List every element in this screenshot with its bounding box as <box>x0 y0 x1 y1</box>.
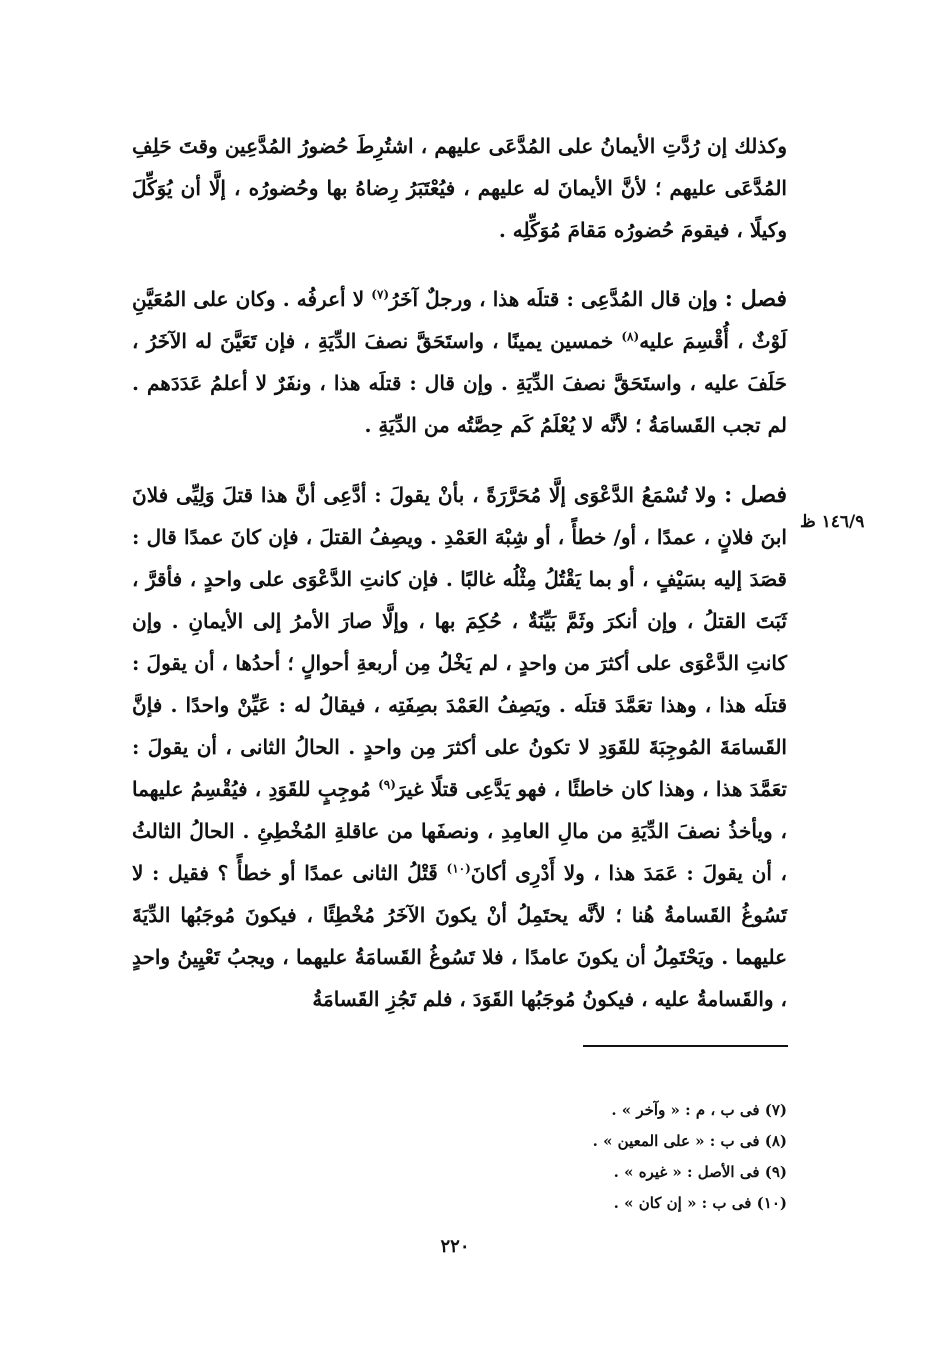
paragraph-3-text-part-3: قَتْلُ الثانى عمدًا أو خطأً ؟ فقيل : لا تَسُوغُ القَسامةُ هُنا ؛ لأنَّه يحتَمِلُ أنْ يكونَ الآخَرُ مُخْطِئًا ، فيكونَ مُوجَبُها الدِّيَةَ عليهما . ويَحْتَمِلُ أن يكونَ عامدًا ، فلا تَسُوغُ القَسامَةُ عليهما ، ويجبُ تَعْيِينُ واحدٍ ، والقَسامةُ عليه ، فيكونُ مُوجَبُها القَوَدَ ، فلم تَجُزِ القَسامَةُ <box>132 861 787 1011</box>
paragraph-2 <box>132 278 787 446</box>
manuscript-folio-note: ١٤٦/٩ ظ <box>800 512 865 532</box>
footnote-mark-10: (١٠) <box>446 861 471 876</box>
paragraph-3 <box>132 474 787 1020</box>
page-number: ٢٢٠ <box>440 1236 470 1257</box>
paragraph-1-text: وكذلك إن رُدَّتِ الأيمانُ على المُدَّعَى عليهم ، اشتُرِطَ حُضورُ المُدَّعِين وقتَ حَلِفِ المُدَّعَى عليهم ؛ لأنَّ الأيمانَ له عليهم ، فيُعْتَبَرُ رِضاهُ بها وحُضورُه ، إلَّا أن يُوَكِّلَ وكيلًا ، فيقومَ حُضورُه مَقامَ مُوَكِّلِه . <box>132 134 787 242</box>
footnote-mark-9: (٩) <box>378 777 396 792</box>
footnotes <box>457 1095 787 1219</box>
footnote-mark-8: (٨) <box>621 329 640 344</box>
paragraph-1 <box>132 125 787 251</box>
footnote-9: (٩) فى الأصل : « غيره » . <box>613 1163 787 1181</box>
paragraph-3-text-part-1: ولا تُسْمَعُ الدَّعْوَى إلَّا مُحَرَّرَةً ، بأنْ يقولَ : أدَّعِى أنَّ هذا قتلَ وَلِيِّى فلانَ ابنَ فلانٍ ، عمدًا ، أو/ خطأً ، أو شِبْهَ العَمْدِ . ويصِفُ القتلَ ، فإن كانَ عمدًا قال : قصَدَ إليه بسَيْفٍ ، أو بما يَقْتُلُ مِثْلُه غالبًا . فإن كانتِ الدَّعْوَى على واحدٍ ، فأقرَّ ، ثَبَتَ القتلُ ، وإن أنكرَ وثَمَّ بَيِّنَةٌ ، حُكِمَ بها ، وإلَّا صارَ الأمرُ إلى الأيمانِ . وإن كانتِ الدَّعْوَى على أكثرَ من واحدٍ ، لم يَخْلُ مِن أربعةِ أحوالٍ ؛ أحدُها ، أن يقولَ : قتلَه هذا ، وهذا تعَمَّدَ قتلَه . ويَصِفُ العَمْدَ بصِفَتِه ، فيقالُ له : عَيِّنْ واحدًا . فإنَّ القَسامَةَ المُوجِبَةَ للقَوَدِ لا تكونُ على أكثرَ مِن واحدٍ . الحالُ الثانى ، أن يقولَ : تعَمَّدَ هذا ، وهذا كان خاطئًا ، فهو يَدَّعِى قتلًا غيرَ <box>132 483 787 801</box>
paragraph-2-text-part-2: لا أعرفُه . وكان على المُعَيَّنِ لَوْثٌ ، أُقْسِمَ عليه <box>132 287 787 353</box>
footnote-10: (١٠) فى ب : « إن كان » . <box>613 1194 787 1212</box>
footnote-8: (٨) فى ب : « على المعين » . <box>592 1132 787 1150</box>
paragraph-2-text-part-3: خمسين يمينًا ، واستَحَقَّ نصفَ الدِّيَةِ ، فإن تَعَيَّنَ له الآخَرُ ، حَلَفَ عليه ، واستَحَقَّ نصفَ الدِّيَةِ . وإن قال : قتلَه هذا ، ونفَرٌ لا أعلمُ عَدَدَهم . لم تجب القَسامَةُ ؛ لأنَّه لا يُعْلَمُ كَم حِصَّتُه من الدِّيَةِ . <box>132 329 787 437</box>
paragraph-2-text-part-1: وإن قال المُدَّعِى : قتلَه هذا ، ورجلٌ آخَرُ <box>389 287 718 311</box>
footnote-7: (٧) فى ب ، م : « وآخر » . <box>611 1101 787 1119</box>
section-heading-fasl: فصل : <box>724 286 787 312</box>
section-heading-fasl: فصل : <box>724 482 787 508</box>
footnote-separator <box>583 1045 788 1047</box>
footnote-mark-7: (٧) <box>371 287 390 302</box>
paragraph-3-text-part-2: مُوجِبٍ للقَوَدِ ، فيُقْسِمُ عليهما ، ويأخذُ نصفَ الدِّيَةِ من مالِ العامِدِ ، ونصفَها من عاقلةِ المُخْطِئِ . الحالُ الثالثُ ، أن يقولَ : عَمَدَ هذا ، ولا أَدْرِى أكانَ <box>132 777 787 885</box>
